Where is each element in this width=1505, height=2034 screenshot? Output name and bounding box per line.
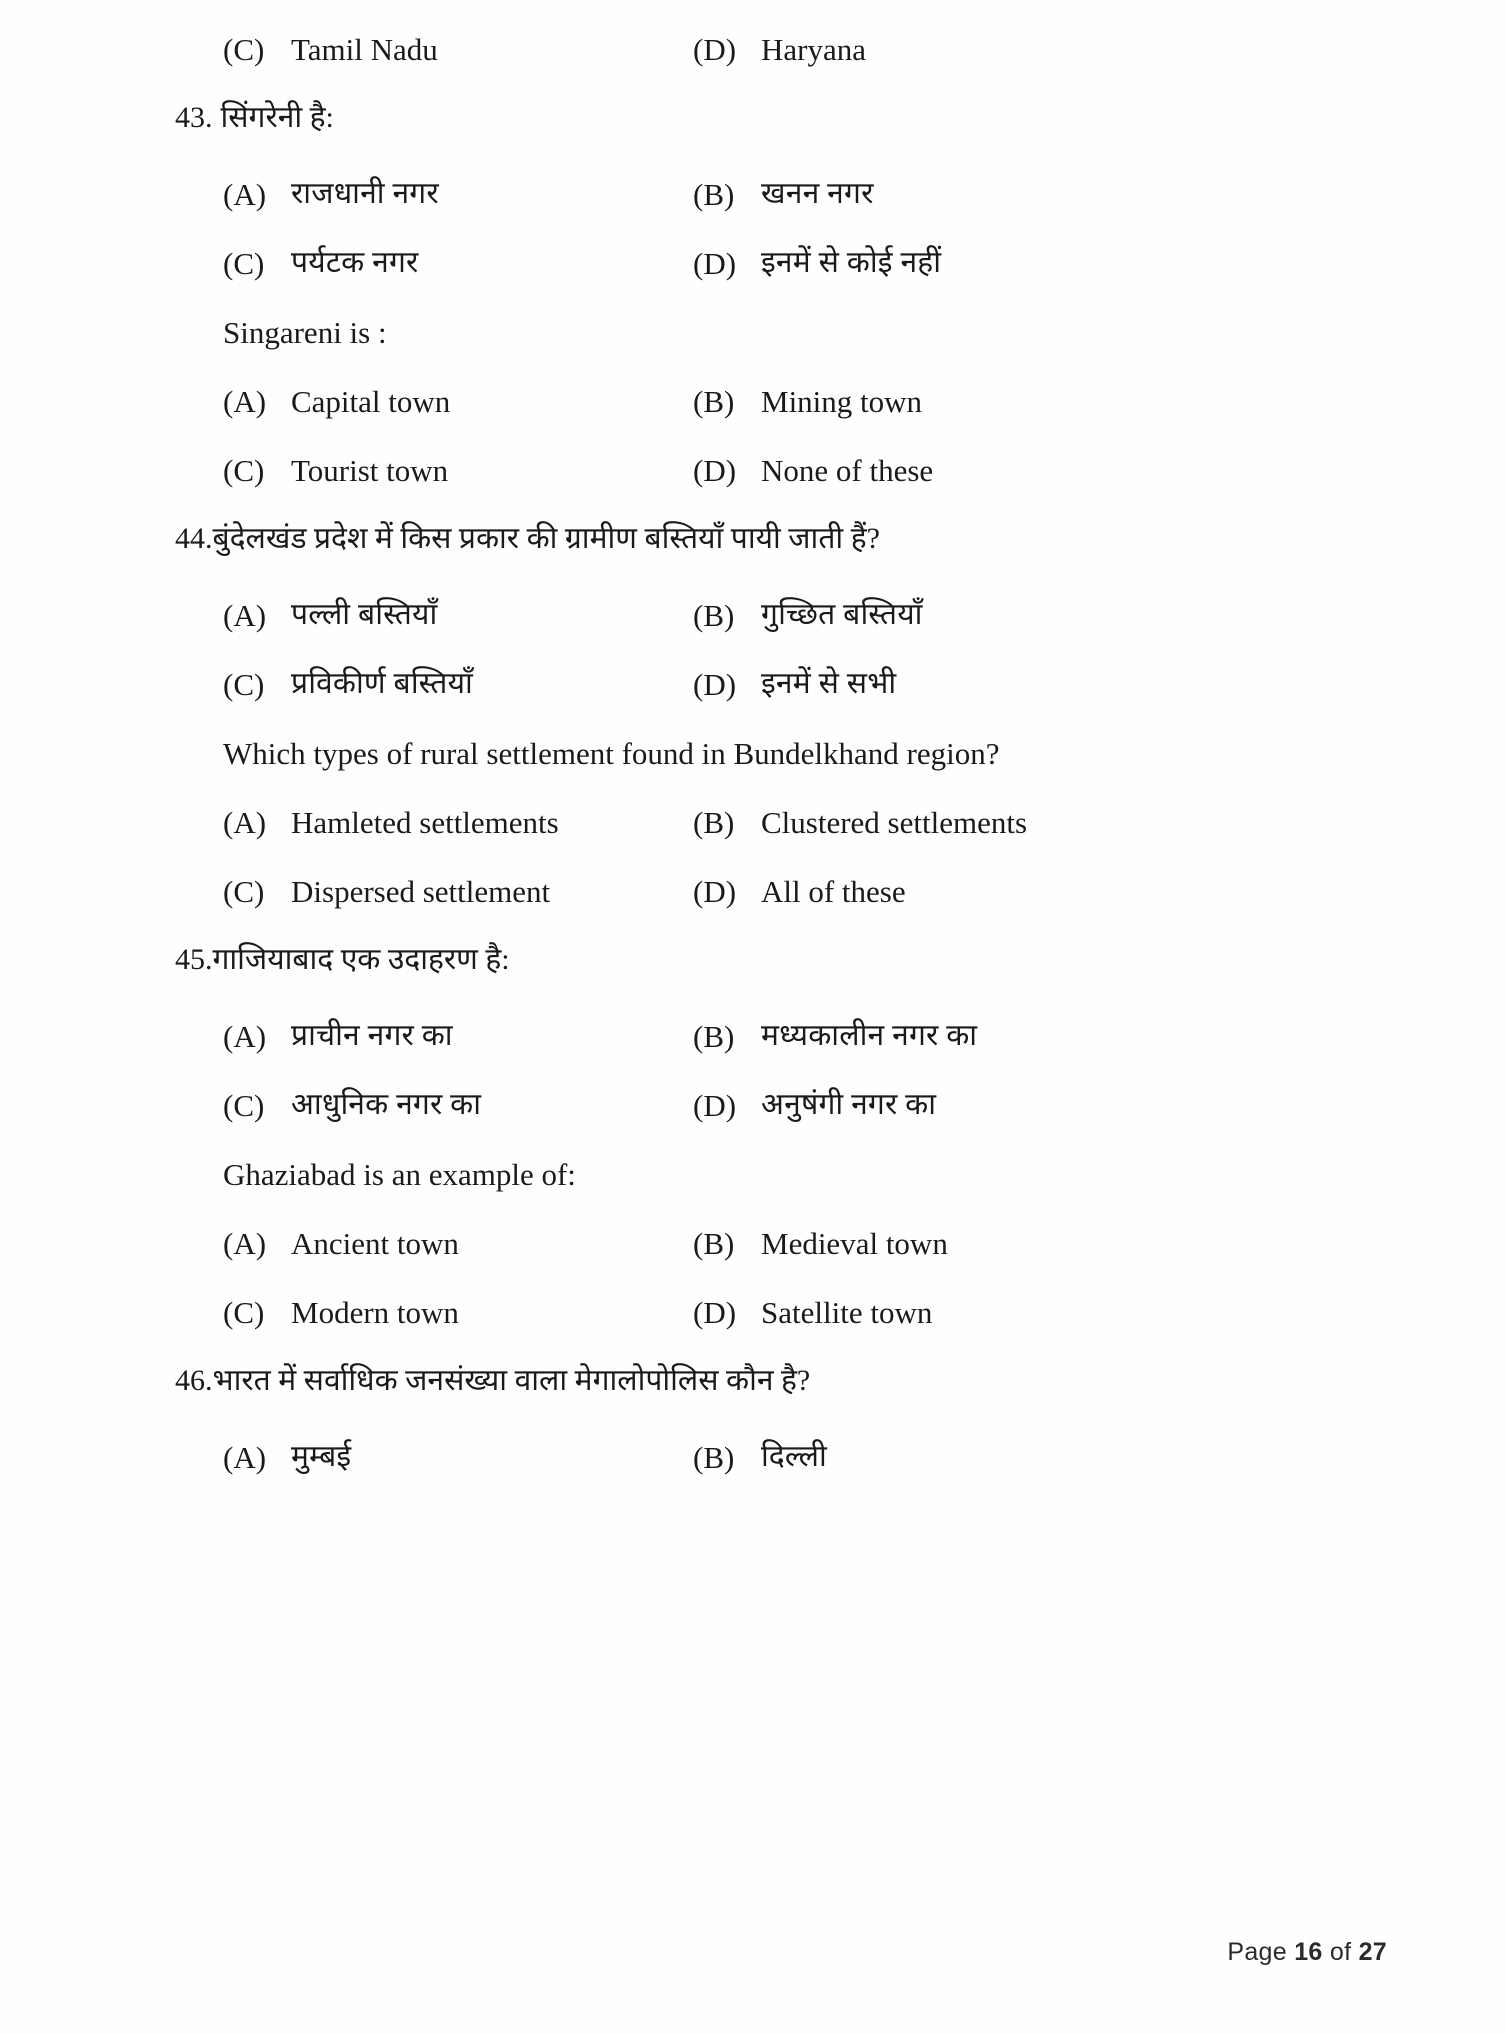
- option-label: Satellite town: [761, 1295, 933, 1330]
- question-44-option-c-hindi: [223, 669, 693, 700]
- option-row: [175, 1442, 1385, 1473]
- option-c: [223, 34, 693, 65]
- question-44-option-c-english: [223, 876, 693, 907]
- option-row: [175, 1228, 1385, 1259]
- option-label: आधुनिक नगर का: [291, 1088, 482, 1121]
- question-46-stem-hindi: [175, 1366, 1385, 1396]
- question-45-stem-english: Ghaziabad is an example of:: [223, 1157, 576, 1192]
- question-number: 44.: [175, 522, 213, 555]
- option-key: (A): [223, 1019, 267, 1054]
- question-46-option-b-hindi: [693, 1442, 1385, 1473]
- question-number: 43.: [175, 101, 213, 134]
- option-label: मुम्बई: [291, 1440, 352, 1473]
- question-46-option-a-hindi: [223, 1442, 693, 1473]
- option-key: (A): [223, 384, 267, 419]
- option-label: पर्यटक नगर: [291, 246, 419, 279]
- option-label: Tourist town: [291, 453, 449, 488]
- option-key: (D): [693, 1295, 737, 1330]
- option-row: [175, 600, 1385, 631]
- option-label: गुच्छित बस्तियाँ: [761, 598, 923, 631]
- option-key: (D): [693, 874, 737, 909]
- option-label: Haryana: [761, 32, 866, 67]
- question-45-option-b-english: [693, 1228, 1385, 1259]
- option-key: (C): [223, 1088, 265, 1123]
- option-label: Capital town: [291, 384, 451, 419]
- question-45-option-c-hindi: [223, 1090, 693, 1121]
- option-key: (D): [693, 32, 737, 67]
- option-label: खनन नगर: [761, 177, 874, 210]
- page-footer: [1198, 1909, 1387, 1996]
- option-key: (A): [223, 805, 267, 840]
- question-44-stem-hindi: [175, 524, 1385, 554]
- option-label: पल्ली बस्तियाँ: [291, 598, 438, 631]
- option-row: [175, 807, 1385, 838]
- question-45-option-a-hindi: [223, 1021, 693, 1052]
- footer-page-total: 27: [1358, 1938, 1387, 1966]
- question-44-option-b-hindi: [693, 600, 1385, 631]
- option-key: (B): [693, 598, 735, 633]
- option-label: Mining town: [761, 384, 923, 419]
- option-key: (C): [223, 1295, 265, 1330]
- option-label: Hamleted settlements: [291, 805, 559, 840]
- option-label: None of these: [761, 453, 934, 488]
- option-label: Medieval town: [761, 1226, 948, 1261]
- question-44-option-a-hindi: [223, 600, 693, 631]
- option-row: [175, 1090, 1385, 1121]
- option-key: (B): [693, 805, 735, 840]
- option-label: Ancient town: [291, 1226, 459, 1261]
- question-45-option-b-hindi: [693, 1021, 1385, 1052]
- option-row: [175, 876, 1385, 907]
- question-text: गाजियाबाद एक उदाहरण है:: [212, 943, 510, 976]
- question-43-option-c-english: [223, 455, 693, 486]
- option-key: (D): [693, 453, 737, 488]
- question-text: बुंदेलखंड प्रदेश में किस प्रकार की ग्रामीण बस्तियाँ पायी जाती हैं?: [212, 522, 880, 555]
- question-43-option-b-hindi: [693, 179, 1385, 210]
- question-number: 46.: [175, 1364, 213, 1397]
- question-number: 45.: [175, 943, 213, 976]
- question-44-option-a-english: [223, 807, 693, 838]
- option-row: [175, 1297, 1385, 1328]
- option-key: (D): [693, 246, 737, 281]
- question-45-option-c-english: [223, 1297, 693, 1328]
- question-45-option-d-hindi: [693, 1090, 1385, 1121]
- option-key: (C): [223, 453, 265, 488]
- option-key: (B): [693, 384, 735, 419]
- option-row: [175, 248, 1385, 279]
- option-label: Dispersed settlement: [291, 874, 551, 909]
- option-key: (A): [223, 1226, 267, 1261]
- question-43-option-d-english: [693, 455, 1385, 486]
- question-45-stem-hindi: [175, 945, 1385, 975]
- option-key: (C): [223, 667, 265, 702]
- option-label: अनुषंगी नगर का: [761, 1088, 937, 1121]
- option-label: इनमें से सभी: [761, 667, 897, 700]
- option-label: राजधानी नगर: [291, 177, 439, 210]
- option-row: [175, 1021, 1385, 1052]
- option-key: (D): [693, 667, 737, 702]
- question-45-option-d-english: [693, 1297, 1385, 1328]
- option-key: (B): [693, 1226, 735, 1261]
- question-43-stem-hindi: [175, 103, 1385, 133]
- question-44-option-d-hindi: [693, 669, 1385, 700]
- option-key: (C): [223, 246, 265, 281]
- question-43-option-a-hindi: [223, 179, 693, 210]
- option-label: All of these: [761, 874, 906, 909]
- question-43-option-b-english: [693, 386, 1385, 417]
- question-44-option-b-english: [693, 807, 1385, 838]
- option-key: (A): [223, 177, 267, 212]
- option-label: इनमें से कोई नहीं: [761, 246, 942, 279]
- option-row: [175, 34, 1385, 65]
- option-row: [175, 179, 1385, 210]
- question-text: सिंगरेनी है:: [220, 101, 334, 134]
- question-text: भारत में सर्वाधिक जनसंख्या वाला मेगालोपोलिस कौन है?: [212, 1364, 811, 1397]
- question-43-option-d-hindi: [693, 248, 1385, 279]
- option-key: (A): [223, 1440, 267, 1475]
- option-key: (D): [693, 1088, 737, 1123]
- question-43-option-a-english: [223, 386, 693, 417]
- option-key: (B): [693, 1019, 735, 1054]
- option-row: [175, 669, 1385, 700]
- option-key: (C): [223, 32, 265, 67]
- option-label: Clustered settlements: [761, 805, 1028, 840]
- footer-page-prefix: Page: [1227, 1938, 1287, 1966]
- option-label: प्राचीन नगर का: [291, 1019, 453, 1052]
- option-label: Tamil Nadu: [291, 32, 438, 67]
- option-key: (B): [693, 1440, 735, 1475]
- question-44-stem-english: Which types of rural settlement found in Bundelkhand region?: [223, 736, 1000, 771]
- question-43-option-c-hindi: [223, 248, 693, 279]
- option-label: मध्यकालीन नगर का: [761, 1019, 978, 1052]
- footer-page-number: 16: [1294, 1938, 1323, 1966]
- question-44-option-d-english: [693, 876, 1385, 907]
- question-43-stem-english: Singareni is :: [223, 315, 387, 350]
- option-d: [693, 34, 1385, 65]
- option-label: प्रविकीर्ण बस्तियाँ: [291, 667, 473, 700]
- option-key: (B): [693, 177, 735, 212]
- option-row: [175, 386, 1385, 417]
- option-label: दिल्ली: [761, 1440, 827, 1473]
- question-45-option-a-english: [223, 1228, 693, 1259]
- option-label: Modern town: [291, 1295, 459, 1330]
- option-key: (A): [223, 598, 267, 633]
- option-row: [175, 455, 1385, 486]
- footer-page-middle: of: [1329, 1938, 1352, 1966]
- option-key: (C): [223, 874, 265, 909]
